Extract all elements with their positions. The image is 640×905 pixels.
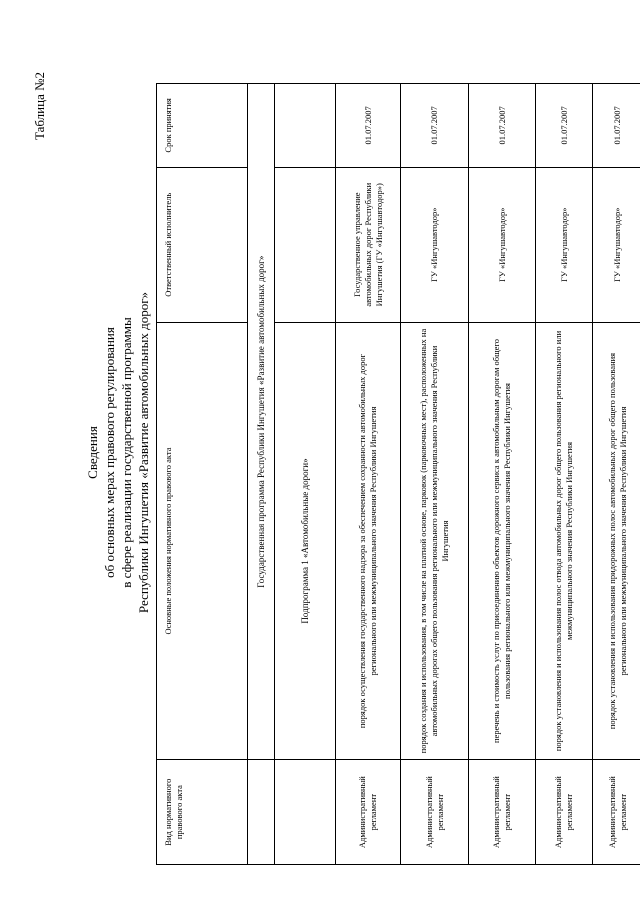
deadline-cell: 01.07.2007 <box>469 84 536 168</box>
executor-cell: Государственное управление автомобильных дорог Республики Ингушетия (ГУ «Ингушавтодор») <box>336 167 401 322</box>
header-deadline: Срок принятия <box>157 84 248 168</box>
executor-cell: ГУ «Ингушавтодор» <box>401 167 469 322</box>
executor-cell: ГУ «Ингушавтодор» <box>536 167 593 322</box>
provision-cell: порядок осуществления государственного надзора за обеспечением сохранности автомобильных дорог регионального или межмуниципального значения Республики Ингушетия <box>336 322 401 760</box>
table-row <box>336 84 401 865</box>
measures-table <box>156 83 640 865</box>
table-row <box>469 84 536 865</box>
subprogram-row <box>275 84 336 865</box>
executor-cell: ГУ «Ингушавтодор» <box>593 167 640 322</box>
table-row <box>401 84 469 865</box>
table-row <box>536 84 593 865</box>
act-type-cell: Административный регламент <box>401 760 469 865</box>
act-type-cell: Административный регламент <box>469 760 536 865</box>
deadline-cell: 01.07.2007 <box>401 84 469 168</box>
act-type-cell: Административный регламент <box>536 760 593 865</box>
deadline-cell: 01.07.2007 <box>536 84 593 168</box>
provision-cell: перечень и стоимость услуг по присоединению объектов дорожного сервиса к автомобильным дорогам общего пользования регионального или межмуниципального значения Республики Ингушетия <box>469 322 536 760</box>
program-title: Государственная программа Республики Ингушетия «Развитие автомобильных дорог» <box>248 84 275 760</box>
act-type-cell: Административный регламент <box>593 760 640 865</box>
subprogram-row-empty-cell <box>275 84 336 168</box>
table-header-row <box>157 84 248 865</box>
subprogram-row-empty-cell <box>275 760 336 865</box>
deadline-cell: 01.07.2007 <box>336 84 401 168</box>
deadline-cell: 01.07.2007 <box>593 84 640 168</box>
title-line: в сфере реализации государственной программы <box>119 317 134 588</box>
table-number-label: Таблица №2 <box>32 71 47 140</box>
title-line: об основных мерах правового регулирования <box>102 327 117 578</box>
header-act-type: Вид нормативного правового акта <box>157 760 248 865</box>
executor-cell: ГУ «Ингушавтодор» <box>469 167 536 322</box>
title-line: Сведения <box>85 426 100 479</box>
subprogram-title: Подпрограмма 1 «Автомобильные дороги» <box>275 322 336 760</box>
act-type-cell: Административный регламент <box>336 760 401 865</box>
provision-cell: порядок установления и использования полос отвода автомобильных дорог общего пользования регионального или межмуниципального значения Республики Ингушетия <box>536 322 593 760</box>
subprogram-row-empty-cell <box>275 167 336 322</box>
title-line: Республики Ингушетия «Развитие автомобильных дорог» <box>136 291 151 614</box>
document-title <box>84 0 152 905</box>
provision-cell: порядок установления и использования придорожных полос автомобильных дорог общего пользования регионального или межмуниципального значения Республики Ингушетия <box>593 322 640 760</box>
program-row <box>248 84 275 865</box>
header-executor: Ответственный исполнитель <box>157 167 248 322</box>
header-provisions: Основные положения нормативного правового акта <box>157 322 248 760</box>
table-row <box>593 84 640 865</box>
program-row-empty-cell <box>248 760 275 865</box>
provision-cell: порядок создания и использования, в том числе на платной основе, парковок (парковочных мест), расположенных на автомобильных дорогах общего пользования регионального или межмуниципального значения Республики Ингушетия <box>401 322 469 760</box>
